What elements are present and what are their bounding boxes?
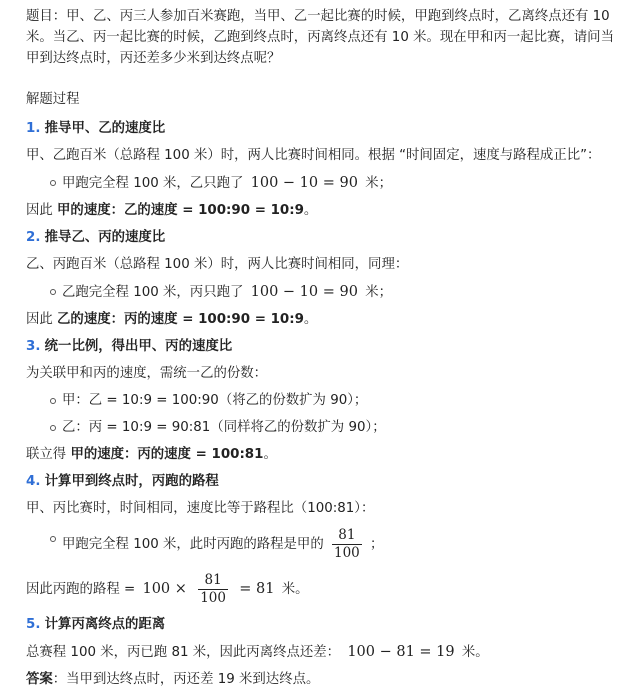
step-2-bullet-math: 100 − 10 = 90 xyxy=(250,284,358,300)
step-5-heading xyxy=(26,615,614,635)
step-3-conclusion-bold: 甲的速度：丙的速度 = 100:81 xyxy=(70,447,264,462)
step-2-conclusion-prefix: 因此 xyxy=(26,312,53,327)
fraction-numerator: 81 xyxy=(204,571,222,588)
step-3-heading xyxy=(26,337,614,357)
step-3-title: 统一比例，得出甲、丙的速度比 xyxy=(44,339,233,354)
step-2-conclusion-bold: 乙的速度：丙的速度 = 100:90 = 10:9 xyxy=(57,312,304,327)
answer-line xyxy=(26,670,614,690)
step-2-conclusion xyxy=(26,310,614,330)
step-1-bullet-math: 100 − 10 = 90 xyxy=(250,175,358,191)
step-1-heading xyxy=(26,119,614,139)
answer-label: 答案 xyxy=(26,672,53,687)
step-4-fraction xyxy=(332,527,362,562)
step-1-title: 推导甲、乙的速度比 xyxy=(44,121,166,136)
bullet-circle-icon xyxy=(50,536,56,542)
step-5-intro-unit: 米。 xyxy=(461,645,489,660)
step-1-number: 1. xyxy=(26,121,41,136)
step-3-conclusion-suffix: 。 xyxy=(263,447,277,462)
step-2-title: 推导乙、丙的速度比 xyxy=(44,230,166,245)
step-4-conclusion-fraction xyxy=(198,572,228,607)
fraction-denominator: 100 xyxy=(200,589,226,606)
step-4-bullet-unit: ； xyxy=(370,537,384,552)
step-2-conclusion-suffix: 。 xyxy=(303,312,318,327)
step-3-number: 3. xyxy=(26,339,41,354)
step-3-bullet-1-text: 甲：乙 = 10:9 = 100:90（将乙的份数扩为 90）； xyxy=(62,393,368,408)
fraction-denominator: 100 xyxy=(333,544,360,561)
step-3-intro: 为关联甲和丙的速度，需统一乙的份数： xyxy=(26,366,268,381)
step-4-intro: 甲、丙比赛时，时间相同，速度比等于路程比（100:81）： xyxy=(26,501,375,516)
answer-text: ：当甲到达终点时，丙还差 19 米到达终点。 xyxy=(52,672,320,687)
step-2-bullet-text: 乙跑完全程 100 米，丙只跑了 xyxy=(62,285,244,300)
fraction-numerator: 81 xyxy=(338,526,356,543)
step-4-conclusion-suffix: 米。 xyxy=(281,582,309,597)
step-3-bullet-2-text: 乙：丙 = 10:9 = 90:81（同样将乙的份数扩为 90）； xyxy=(62,420,386,435)
step-2-bullet xyxy=(26,282,614,303)
bullet-circle-icon xyxy=(50,289,56,295)
step-5-intro-text: 总赛程 100 米，丙已跑 81 米，因此丙离终点还差： xyxy=(26,645,341,660)
question-block xyxy=(26,6,614,69)
step-4-conclusion-math-a: 100 × xyxy=(142,581,187,597)
step-5-intro xyxy=(26,642,614,663)
step-4-number: 4. xyxy=(26,474,41,489)
step-4-title: 计算甲到终点时，丙跑的路程 xyxy=(44,474,219,489)
step-5-intro-math: 100 − 81 = 19 xyxy=(347,644,455,660)
step-4-bullet xyxy=(26,526,614,564)
question-line-2: 米。当乙、丙一起比赛的时候，乙跑到终点时，丙离终点还有 10 米。现在甲和丙一起比赛，请问当 xyxy=(26,30,614,45)
step-2-intro: 乙、丙跑百米（总路程 100 米）时，两人比赛时间相同，同理： xyxy=(26,257,409,272)
bullet-circle-icon xyxy=(50,398,56,404)
step-5-title: 计算丙离终点的距离 xyxy=(44,617,166,632)
bullet-circle-icon xyxy=(50,425,56,431)
step-1-bullet xyxy=(26,173,614,194)
step-1-bullet-unit: 米； xyxy=(365,176,393,191)
step-1-bullet-text: 甲跑完全程 100 米，乙只跑了 xyxy=(62,176,244,191)
step-4-conclusion-math-b: = 81 xyxy=(239,581,275,597)
step-3-bullet-1 xyxy=(26,391,614,411)
step-3-conclusion-prefix: 联立得 xyxy=(26,447,67,462)
step-2-heading xyxy=(26,228,614,248)
bullet-circle-icon xyxy=(50,180,56,186)
step-1-intro: 甲、乙跑百米（总路程 100 米）时，两人比赛时间相同。根据 “时间固定，速度与路程成正比”： xyxy=(26,148,601,163)
question-line-3: 甲到达终点时，丙还差多少米到达终点呢？ xyxy=(26,51,281,66)
step-1-conclusion-suffix: 。 xyxy=(303,203,318,218)
step-1-conclusion-bold: 甲的速度：乙的速度 = 100:90 = 10:9 xyxy=(57,203,304,218)
step-2-bullet-unit: 米； xyxy=(365,285,393,300)
step-3-bullet-2 xyxy=(26,418,614,438)
step-4-conclusion-prefix: 因此丙跑的路程 = xyxy=(26,582,136,597)
step-4-bullet-text: 甲跑完全程 100 米，此时丙跑的路程是甲的 xyxy=(62,537,324,552)
step-1-conclusion xyxy=(26,201,614,221)
step-2-number: 2. xyxy=(26,230,41,245)
process-title: 解题过程 xyxy=(26,92,80,107)
step-5-number: 5. xyxy=(26,617,41,632)
step-4-heading xyxy=(26,472,614,492)
step-3-conclusion xyxy=(26,445,614,465)
step-4-conclusion xyxy=(26,570,614,609)
question-line-1: 题目：甲、乙、丙三人参加百米赛跑，当甲、乙一起比赛的时候，甲跑到终点时，乙离终点还有 10 xyxy=(26,9,610,24)
step-1-conclusion-prefix: 因此 xyxy=(26,203,53,218)
